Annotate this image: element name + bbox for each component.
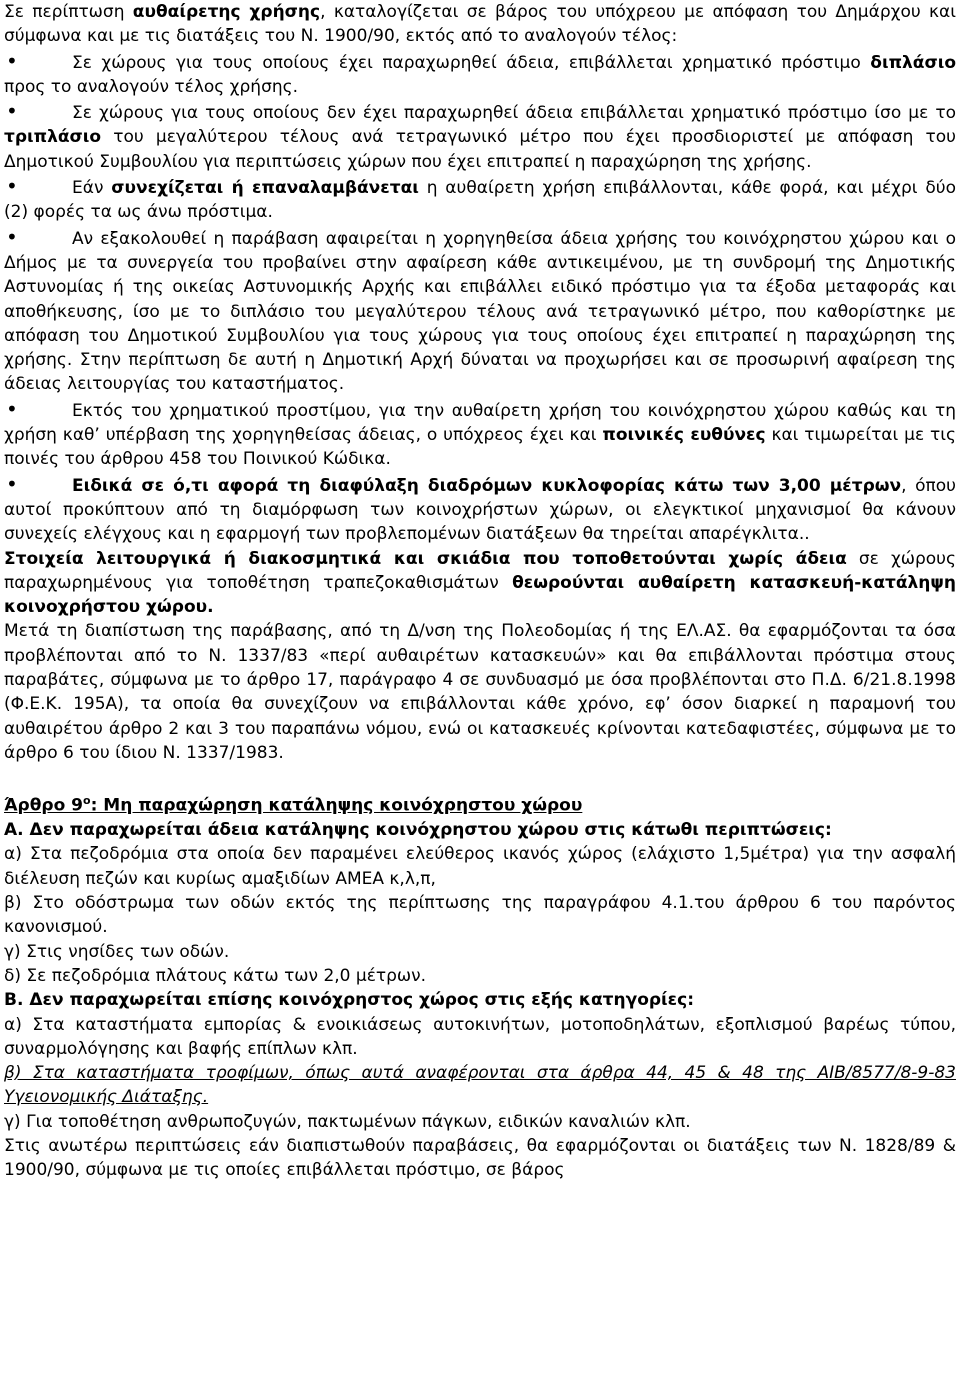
- closing-paragraph: Στις ανωτέρω περιπτώσεις εάν διαπιστωθούν παραβάσεις, θα εφαρμόζονται οι διατάξεις των Ν. 1828/89 & 1900/90, σύμφωνα με τις οποίες επιβάλλεται πρόστιμο, σε βάρος: [4, 1136, 956, 1181]
- list-item: α) Στα πεζοδρόμια στα οποία δεν παραμένει ελεύθερος ικανός χώρος (ελάχιστο 1,5μέτρα) για την ασφαλή διέλευση πεζών και κυρίως αμαξιδίων ΑΜΕΑ κ,λ,π,: [4, 844, 956, 889]
- bullet-icon: [4, 99, 72, 125]
- intro-paragraph: Σε περίπτωση αυθαίρετης χρήσης, καταλογίζεται σε βάρος του υπόχρεου με απόφαση του Δημάρχου και σύμφωνα και με τις διατάξεις του Ν. 1900/90, εκτός από το αναλογούν τέλος:: [4, 2, 956, 47]
- section-a-title: Α. Δεν παραχωρείται άδεια κατάληψης κοινόχρηστου χώρου στις κάτωθι περιπτώσεις:: [4, 820, 832, 841]
- bullet-icon: [4, 174, 72, 200]
- bullet-icon: [4, 49, 72, 75]
- section-b-title: Β. Δεν παραχωρείται επίσης κοινόχρηστος χώρος στις εξής κατηγορίες:: [4, 990, 695, 1011]
- bullet-icon: [4, 225, 72, 251]
- bullet-icon: [4, 397, 72, 423]
- paragraph-decorations: Στοιχεία λειτουργικά ή διακοσμητικά και σκιάδια που τοποθετούνται χωρίς άδεια σε χώρους παραχωρημένους για τοποθέτηση τραπεζοκαθισμάτων θεωρούνται αυθαίρετη κατασκευή-κατάληψη κοινοχρήστου χώρου.: [4, 548, 957, 618]
- list-item: γ) Στις νησίδες των οδών.: [4, 941, 230, 962]
- list-item: •Σε χώρους για τους οποίους έχει παραχωρηθεί άδεια, επιβάλλεται χρηματικό πρόστιμο διπλάσιο προς το αναλογούν τέλος χρήσης.: [4, 49, 956, 100]
- bullet-icon: [4, 472, 72, 498]
- list-item: •Ειδικά σε ό,τι αφορά τη διαφύλαξη διαδρόμων κυκλοφορίας κάτω των 3,00 μέτρων, όπου αυτοί προκύπτουν από τη διαμόρφωση των κοινοχρήστων χώρων, οι ελεγκτικοί μηχανισμοί θα κάνουν συνεχείς ελέγχους και η εφαρμογή των προβλεπομένων διατάξεων θα τηρείται απαρέγκλιτα..: [4, 472, 956, 547]
- list-item: α) Στα καταστήματα εμπορίας & ενοικιάσεως αυτοκινήτων, μοτοποδηλάτων, εξοπλισμού βαρέως τύπου, συναρμολόγησης και βαφής επίπλων κλπ.: [4, 1014, 956, 1059]
- list-item: β) Στο οδόστρωμα των οδών εκτός της περίπτωσης της παραγράφου 4.1.του άρθρου 6 του παρόντος κανονισμού.: [4, 893, 956, 938]
- list-item: •Εάν συνεχίζεται ή επαναλαμβάνεται η αυθαίρετη χρήση επιβάλλονται, κάθε φορά, και μέχρι δύο (2) φορές τα ως άνω πρόστιμα.: [4, 174, 956, 225]
- paragraph-penalties: Μετά τη διαπίστωση της παράβασης, από τη Δ/νση της Πολεοδομίας ή της ΕΛ.ΑΣ. θα εφαρμόζονται τα όσα προβλέπονται από το Ν. 1337/83 «περί αυθαιρέτων κατασκευών» και θα επιβάλλονται πρόστιμα στους παραβάτες, σύμφωνα με το άρθρο 17, παράγραφο 4 σε συνδυασμό με όσα προβλέπονται στο Π.Δ. 6/21.8.1998 (Φ.Ε.Κ. 195Α), τα οποία θα συνεχίζουν να επιβάλλονται κάθε χρόνο, εφ’ όσον διαρκεί η παραμονή του αυθαιρέτου άρθρο 2 και 3 του παραπάνω νόμου, ενώ οι κατασκευές κρίνονται κατεδαφιστέες, σύμφωνα με το άρθρο 6 του ίδιου Ν. 1337/1983.: [4, 621, 956, 763]
- list-item: γ) Για τοποθέτηση ανθρωποζυγών, πακτωμένων πάγκων, ειδικών καναλιών κλπ.: [4, 1111, 691, 1132]
- list-item: •Σε χώρους για τους οποίους δεν έχει παραχωρηθεί άδεια επιβάλλεται χρηματικό πρόστιμο ίσο με το τριπλάσιο του μεγαλύτερου τέλους ανά τετραγωνικό μέτρο που έχει προσδιοριστεί με απόφαση του Δημοτικού Συμβουλίου για περιπτώσεις χώρων που έχει επιτραπεί η παραχώρηση της χρήσης.: [4, 99, 956, 174]
- article-heading: Άρθρο $9^o$: Μη παραχώρηση κατάληψης κοινόχρηστου χώρου: [4, 794, 583, 816]
- list-item: •Εκτός του χρηματικού προστίμου, για την αυθαίρετη χρήση του κοινόχρηστου χώρου καθώς και τη χρήση καθ’ υπέρβαση της χορηγηθείσας άδειας, ο υπόχρεος έχει και ποινικές ευθύνες και τιμωρείται με τις ποινές του άρθρου 458 του Ποινικού Κώδικα.: [4, 397, 956, 472]
- spacer: [4, 765, 956, 789]
- list-item: δ) Σε πεζοδρόμια πλάτους κάτω των 2,0 μέτρων.: [4, 965, 427, 986]
- list-item: β) Στα καταστήματα τροφίμων, όπως αυτά αναφέρονται στα άρθρα 44, 45 & 48 της ΑΙΒ/8577/8-9-83 Υγειονομικής Διάταξης.: [4, 1063, 956, 1108]
- list-item: •Αν εξακολουθεί η παράβαση αφαιρείται η χορηγηθείσα άδεια χρήσης του κοινόχρηστου χώρου και ο Δήμος με τα συνεργεία του προβαίνει στην αφαίρεση κάθε αντικειμένου, με τη συνδρομή της Δημοτικής Αστυνομίας ή της οικείας Αστυνομικής Αρχής και επιβάλλει ειδικό πρόστιμο για τα έξοδα μεταφοράς και αποθήκευσης, ίσο με το διπλάσιο του μεγαλύτερου τέλους ανά τετραγωνικό μέτρο, που καθορίστηκε με απόφαση του Δημοτικού Συμβουλίου για τους χώρους για τους οποίους έχει επιτραπεί η παραχώρηση της χρήσης. Στην περίπτωση δε αυτή η Δημοτική Αρχή δύναται να προχωρήσει και σε προσωρινή αφαίρεση της άδειας λειτουργίας του καταστήματος.: [4, 225, 956, 397]
